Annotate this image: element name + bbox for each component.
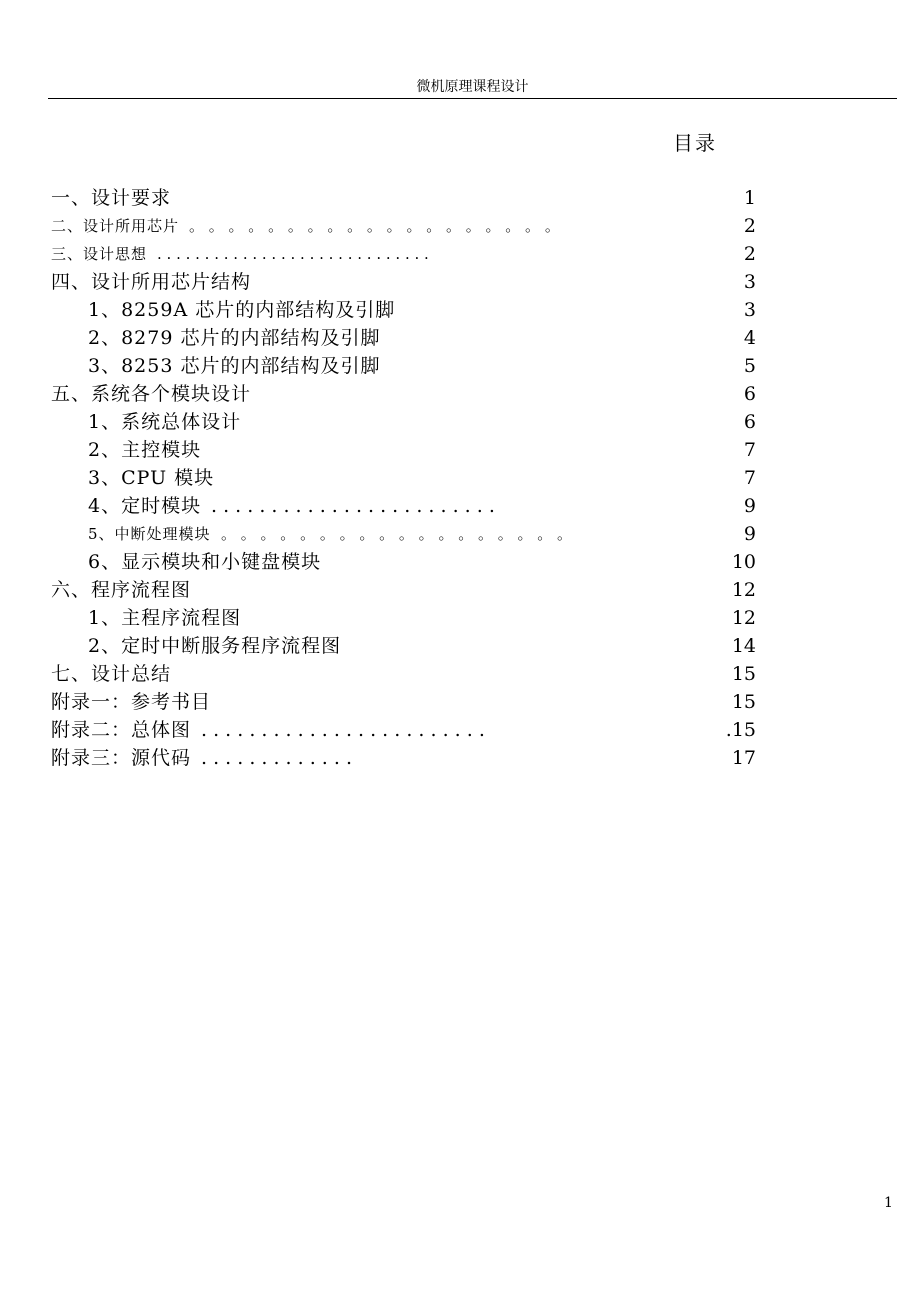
toc-entry-page: 5: [743, 355, 756, 377]
toc-entry-page: 15: [731, 663, 756, 685]
toc-entry[interactable]: [51, 716, 756, 744]
header-rule: [48, 98, 897, 99]
toc-entry-label: 3、CPU 模块: [88, 467, 215, 489]
toc-entry[interactable]: [51, 688, 756, 716]
table-of-contents: [51, 184, 756, 772]
toc-entry-page: 14: [731, 635, 756, 657]
toc-entry-page: 6: [743, 383, 756, 405]
toc-entry-label: 三、设计思想: [51, 245, 148, 263]
toc-entry[interactable]: [51, 240, 756, 268]
toc-entry-label: 附录三：源代码: [51, 747, 192, 769]
toc-entry[interactable]: [51, 296, 756, 324]
toc-entry-label: 六、程序流程图: [51, 579, 192, 601]
toc-entry[interactable]: [51, 408, 756, 436]
toc-entry[interactable]: [51, 520, 756, 548]
toc-entry-leader: . . . . . . . . . . . . .: [201, 747, 352, 769]
toc-entry-leader: . . . . . . . . . . . . . . . . . . . . . . . . . . . . .: [157, 245, 429, 263]
toc-entry-page: 7: [743, 439, 756, 461]
toc-entry-label: 2、定时中断服务程序流程图: [88, 635, 342, 657]
toc-entry-page: 9: [743, 523, 756, 545]
toc-entry-label: 3、8253 芯片的内部结构及引脚: [88, 355, 381, 377]
toc-entry[interactable]: [51, 632, 756, 660]
toc-entry-label: 七、设计总结: [51, 663, 172, 685]
toc-entry[interactable]: [51, 352, 756, 380]
toc-entry-page: 3: [743, 299, 756, 321]
toc-entry-leader: 。 。 。 。 。 。 。 。 。 。 。 。 。 。 。 。 。 。: [221, 525, 573, 543]
toc-entry[interactable]: [51, 576, 756, 604]
toc-entry-page: 6: [743, 411, 756, 433]
toc-entry-leader: . . . . . . . . . . . . . . . . . . . . . . . .: [201, 719, 485, 741]
toc-entry-page: 12: [731, 607, 756, 629]
toc-entry-label: 附录一：参考书目: [51, 691, 212, 713]
toc-entry-page: 7: [743, 467, 756, 489]
toc-entry[interactable]: [51, 604, 756, 632]
page-number: 1: [884, 1195, 893, 1211]
toc-entry[interactable]: [51, 744, 756, 772]
toc-title: 目录: [673, 131, 717, 155]
toc-entry-label: 五、系统各个模块设计: [51, 383, 252, 405]
toc-entry-page: 15: [731, 691, 756, 713]
toc-entry-leader: 。 。 。 。 。 。 。 。 。 。 。 。 。 。 。 。 。 。 。: [189, 217, 560, 235]
toc-entry-label: 5、中断处理模块: [88, 525, 211, 543]
toc-entry-page: 2: [743, 243, 756, 265]
toc-entry[interactable]: [51, 660, 756, 688]
toc-entry-label: 4、定时模块: [88, 495, 202, 517]
toc-entry[interactable]: [51, 436, 756, 464]
toc-entry-page: .15: [725, 719, 756, 741]
toc-entry-label: 1、主程序流程图: [88, 607, 242, 629]
toc-entry-page: 10: [731, 551, 756, 573]
toc-entry-page: 1: [743, 187, 756, 209]
toc-entry-label: 1、系统总体设计: [88, 411, 242, 433]
toc-entry-leader: . . . . . . . . . . . . . . . . . . . . . . . .: [211, 495, 495, 517]
page-header: 微机原理课程设计: [416, 79, 529, 95]
toc-entry-label: 6、显示模块和小键盘模块: [88, 551, 322, 573]
toc-entry-label: 一、设计要求: [51, 187, 172, 209]
toc-entry-page: 4: [743, 327, 756, 349]
toc-entry[interactable]: [51, 212, 756, 240]
toc-entry[interactable]: [51, 324, 756, 352]
toc-entry[interactable]: [51, 548, 756, 576]
toc-entry[interactable]: [51, 268, 756, 296]
toc-entry[interactable]: [51, 184, 756, 212]
toc-entry-page: 9: [743, 495, 756, 517]
toc-entry[interactable]: [51, 464, 756, 492]
toc-entry[interactable]: [51, 380, 756, 408]
toc-entry-page: 12: [731, 579, 756, 601]
toc-entry-page: 2: [743, 215, 756, 237]
toc-entry-label: 1、8259A 芯片的内部结构及引脚: [88, 299, 396, 321]
toc-entry-label: 附录二：总体图: [51, 719, 192, 741]
toc-entry-label: 2、主控模块: [88, 439, 202, 461]
toc-entry[interactable]: [51, 492, 756, 520]
toc-entry-label: 二、设计所用芯片: [51, 217, 180, 235]
toc-entry-label: 2、8279 芯片的内部结构及引脚: [88, 327, 381, 349]
toc-entry-label: 四、设计所用芯片结构: [51, 271, 252, 293]
toc-entry-page: 3: [743, 271, 756, 293]
toc-entry-page: 17: [731, 747, 756, 769]
